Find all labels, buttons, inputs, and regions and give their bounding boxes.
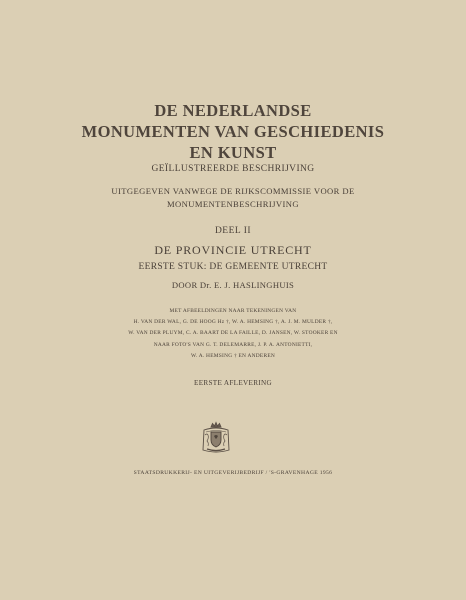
author-line: DOOR Dr. E. J. HASLINGHUIS bbox=[171, 280, 295, 290]
main-title-line-2: MONUMENTEN VAN GESCHIEDENIS bbox=[81, 122, 385, 141]
illustrations-credit bbox=[0, 306, 466, 362]
part-title: EERSTE STUK: DE GEMEENTE UTRECHT bbox=[138, 262, 328, 272]
illustrations-line: W. A. HEMSING † EN ANDEREN bbox=[190, 352, 275, 359]
subtitle: GEÏLLUSTREERDE BESCHRIJVING bbox=[151, 164, 315, 174]
publisher-statement bbox=[0, 185, 466, 211]
illustrations-line: MET AFBEELDINGEN NAAR TEKENINGEN VAN bbox=[169, 308, 297, 314]
publisher-line-2: MONUMENTENBESCHRIJVING bbox=[167, 199, 299, 209]
illustrations-line: H. VAN DER WAL, G. DE HOOG Hz †, W. A. HEMSING †, A. J. M. MULDER †, bbox=[133, 319, 333, 326]
illustrations-line: NAAR FOTO'S VAN G. T. DELEMARRE, J. P. A. ANTONIETTI, bbox=[153, 341, 313, 348]
imprint-line: STAATSDRUKKERIJ- EN UITGEVERIJBEDRIJF / 'S-GRAVENHAGE 1956 bbox=[133, 470, 333, 476]
installment-label: EERSTE AFLEVERING bbox=[194, 379, 272, 387]
main-title-line-3: EN KUNST bbox=[189, 143, 277, 162]
volume-number: DEEL II bbox=[214, 226, 252, 236]
main-title-line-1: DE NEDERLANDSE bbox=[154, 101, 312, 120]
main-title bbox=[0, 100, 466, 163]
illustrations-line: W. VAN DER PLUYM, C. A. BAART DE LA FAILLE, D. JANSEN, W. STOOKER EN bbox=[128, 330, 338, 337]
royal-coat-of-arms-icon bbox=[198, 421, 234, 455]
publisher-line-1: UITGEGEVEN VANWEGE DE RIJKSCOMMISSIE VOOR DE bbox=[111, 186, 355, 196]
province-title: DE PROVINCIE UTRECHT bbox=[154, 243, 312, 257]
